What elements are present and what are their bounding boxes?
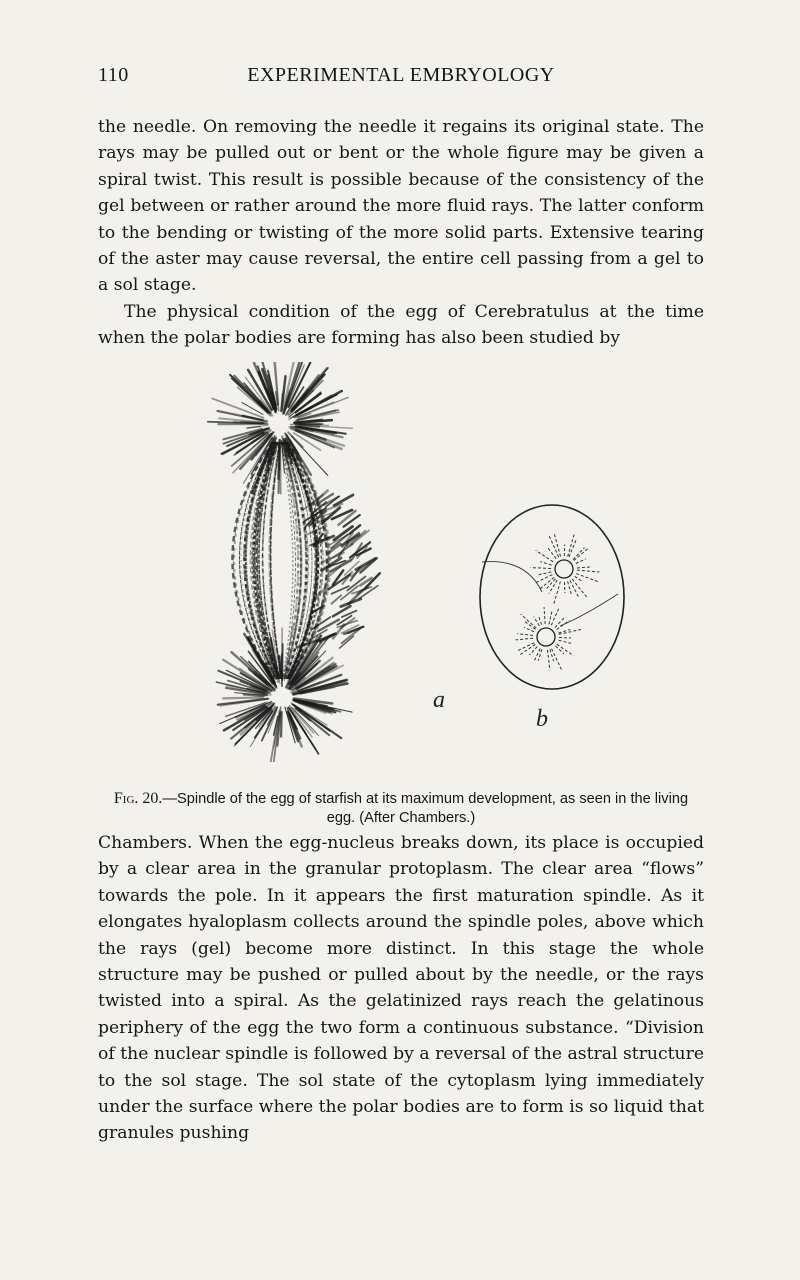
paragraph-3: Chambers. When the egg-nucleus breaks down, its place is occupied by a clear area in the granular protoplasm. The clear area “flows” towards the pole. In it appears the first maturation spindle. As it elongates hyaloplasm collects around the spindle poles, above which the rays (gel) become more distinct. In this stage the whole structure may be pushed or pulled about by the needle, or the rays twisted into a spiral. As the gelatinized rays reach the gelatinous periphery of the egg the two form a continuous substance. “Division of the nuclear spindle is followed by a reversal of the astral structure to the sol stage. The sol state of the cytoplasm lying immediately under the surface where the polar bodies are to form is so liquid that granules pushing xyxy=(98,833,704,1144)
running-title: EXPERIMENTAL EMBRYOLOGY xyxy=(247,64,555,86)
caption-text: —Spindle of the egg of starfish at its maximum development, as seen in the living egg. (After Chambers.) xyxy=(162,791,689,826)
paragraph-1: the needle. On removing the needle it regains its original state. The rays may be pulled out or bent or the whole figure may be given a spiral twist. This result is possible because of the consistency of the gel between or rather around the more fluid rays. The latter conform to the bending or twisting of the more solid parts. Extensive tearing of the aster may cause reversal, the entire cell passing from a gel to a sol stage. xyxy=(98,117,704,296)
page-number: 110 xyxy=(98,64,129,86)
figure-20 xyxy=(170,362,640,762)
figure-illustration xyxy=(170,362,640,762)
figure-label-a: a xyxy=(433,687,445,713)
figure-caption xyxy=(98,789,704,828)
spindle-drawing-a xyxy=(208,362,380,762)
figure-label-b: b xyxy=(536,706,548,732)
body-text-top xyxy=(98,114,704,352)
egg-drawing-b xyxy=(480,505,624,689)
running-header xyxy=(98,64,704,94)
paragraph-2: The physical condition of the egg of Cerebratulus at the time when the polar bodies are forming has also been studied by xyxy=(98,301,704,349)
caption-figure-number: Fig. 20. xyxy=(113,790,163,807)
